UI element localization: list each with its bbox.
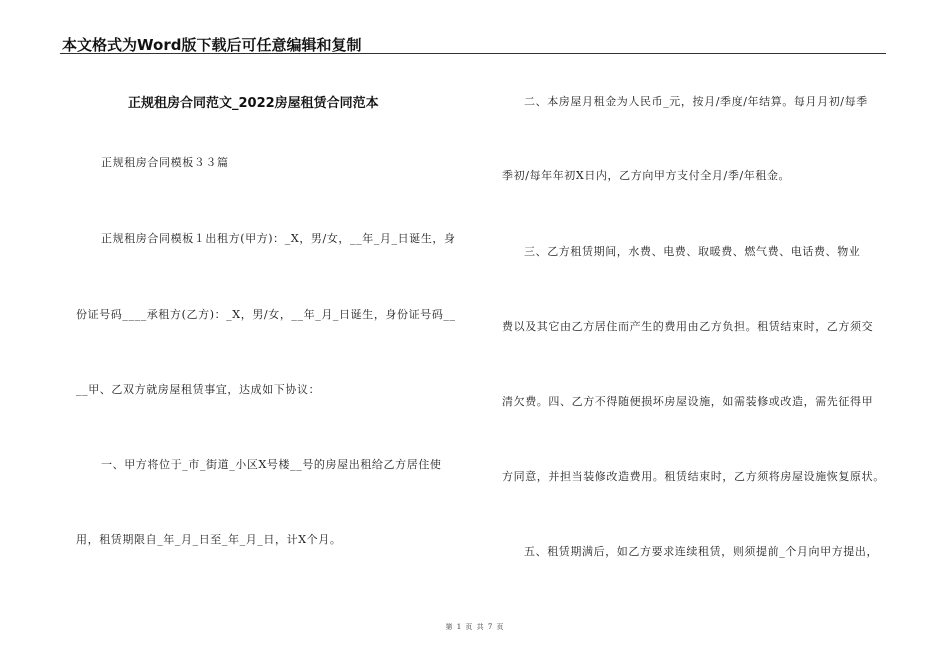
page-indicator: 第 1 页 共 7 页 (445, 623, 505, 631)
left-line-4: __甲、乙双方就房屋租赁事宜，达成如下协议： (76, 383, 321, 396)
left-line-5: 一、甲方将位于_市_街道_小区X号楼__号的房屋出租给乙方居住使 (101, 458, 442, 471)
document-header: 本文格式为Word版下载后可任意编辑和复制 (62, 36, 362, 54)
left-line-2: 正规租房合同模板１出租方(甲方)：_X，男/女，__年_月_日诞生，身 (101, 232, 456, 245)
right-line-6: 方同意，并担当装修改造费用。租赁结束时，乙方须将房屋设施恢复原状。 (502, 470, 885, 483)
right-line-1: 二、本房屋月租金为人民币_元，按月/季度/年结算。每月月初/每季 (524, 95, 868, 108)
right-line-4: 费以及其它由乙方居住而产生的费用由乙方负担。租赁结束时，乙方须交 (502, 320, 874, 333)
header-divider (60, 53, 886, 54)
left-line-1: 正规租房合同模板３３篇 (101, 156, 229, 169)
document-title: 正规租房合同范文_2022房屋租赁合同范本 (128, 96, 379, 111)
right-line-5: 清欠费。四、乙方不得随便损坏房屋设施，如需装修或改造，需先征得甲 (502, 395, 874, 408)
left-line-6: 用，租赁期限自_年_月_日至_年_月_日，计X个月。 (76, 533, 342, 546)
right-line-7: 五、租赁期满后，如乙方要求连续租赁，则须提前_个月向甲方提出， (524, 545, 879, 558)
right-line-2: 季初/每年年初X日内，乙方向甲方支付全月/季/年租金。 (502, 169, 791, 182)
left-line-3: 份证号码____承租方(乙方)：_X，男/女，__年_月_日诞生，身份证号码__ (76, 308, 456, 321)
right-line-3: 三、乙方租赁期间，水费、电费、取暖费、燃气费、电话费、物业 (524, 245, 861, 258)
